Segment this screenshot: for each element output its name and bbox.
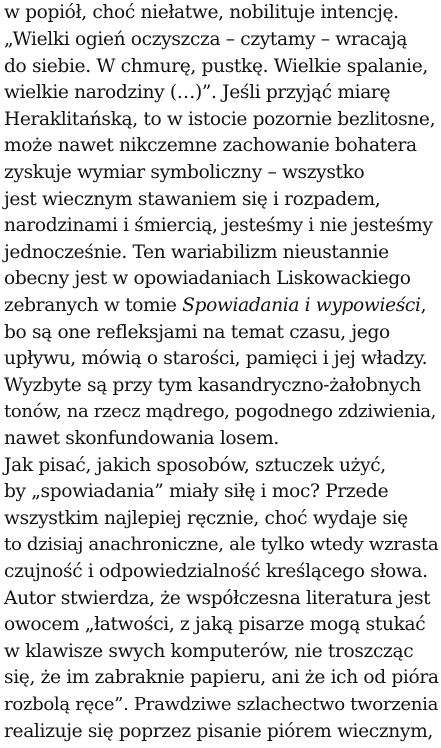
text-line-26: się, że im zabraknie papieru, ani że ich od pióra: [4, 667, 439, 688]
text-line-2: „Wielki ogień oczyszcza – czytamy – wracają: [4, 29, 408, 50]
text-line-5: Heraklitańską, to w istocie pozornie bezlitosne,: [4, 109, 436, 130]
text-line-3: do siebie. W chmurę, pustkę. Wielkie spalanie,: [4, 56, 428, 77]
text-line-12-end: ,: [420, 295, 427, 316]
text-line-18: Jak pisać, jakich sposobów, sztuczek użyć,: [4, 455, 386, 476]
text-line-11: obecny jest w opowiadaniach Liskowackiego: [4, 268, 411, 289]
text-line-12: [4, 293, 426, 319]
text-line-8: jest wiecznym stawaniem się i rozpadem,: [4, 189, 381, 210]
book-title: Spowiadania i wypowieści: [182, 295, 421, 316]
text-line-27: rozbolą ręce”. Prawdziwe szlachectwo tworzenia: [4, 694, 439, 715]
text-line-9: narodzinami i śmiercią, jesteśmy i nie jesteśmy: [4, 215, 433, 236]
text-line-23: Autor stwierdza, że współczesna literatura jest: [4, 588, 431, 609]
text-line-22: czujność i odpowiedzialność kreślącego słowa.: [4, 561, 428, 582]
text-line-25: w klawisze swych komputerów, nie troszcząc: [4, 641, 414, 662]
text-line-28: realizuje się poprzez pisanie piórem wiecznym,: [4, 721, 433, 742]
text-line-17: nawet skonfundowania losem.: [4, 428, 279, 449]
text-line-21: to dzisiaj anachroniczne, ale tylko wtedy wzrasta: [4, 534, 439, 555]
text-line-6: może nawet nikczemne zachowanie bohatera: [4, 135, 417, 156]
text-line-19: by „spowiadania” miały siłę i moc? Przede: [4, 481, 389, 502]
text-line-24: owocem „łatwości, z jaką pisarze mogą stukać: [4, 614, 426, 635]
text-line-20: wszystkim najlepiej ręcznie, choć wydaje się: [4, 508, 408, 529]
text-line-16: tonów, na rzecz mądrego, pogodnego zdziwienia,: [4, 401, 437, 422]
text-line-12-start: zebranych w tomie: [4, 295, 183, 316]
text-line-15: Wyzbyte są przy tym kasandryczno-żałobnych: [4, 375, 421, 396]
text-line-4: wielkie narodziny (…)”. Jeśli przyjąć miarę: [4, 82, 391, 103]
text-line-10: jednocześnie. Ten wariabilizm nieustannie: [4, 242, 389, 263]
text-line-13: bo są one refleksjami na temat czasu, jego: [4, 322, 390, 343]
text-line-1: w popiół, choć niełatwe, nobilituje intencję.: [4, 2, 399, 23]
text-line-14: upływu, mówią o starości, pamięci i jej władzy.: [4, 348, 428, 369]
text-line-7: zyskuje wymiar symboliczny – wszystko: [4, 162, 365, 183]
